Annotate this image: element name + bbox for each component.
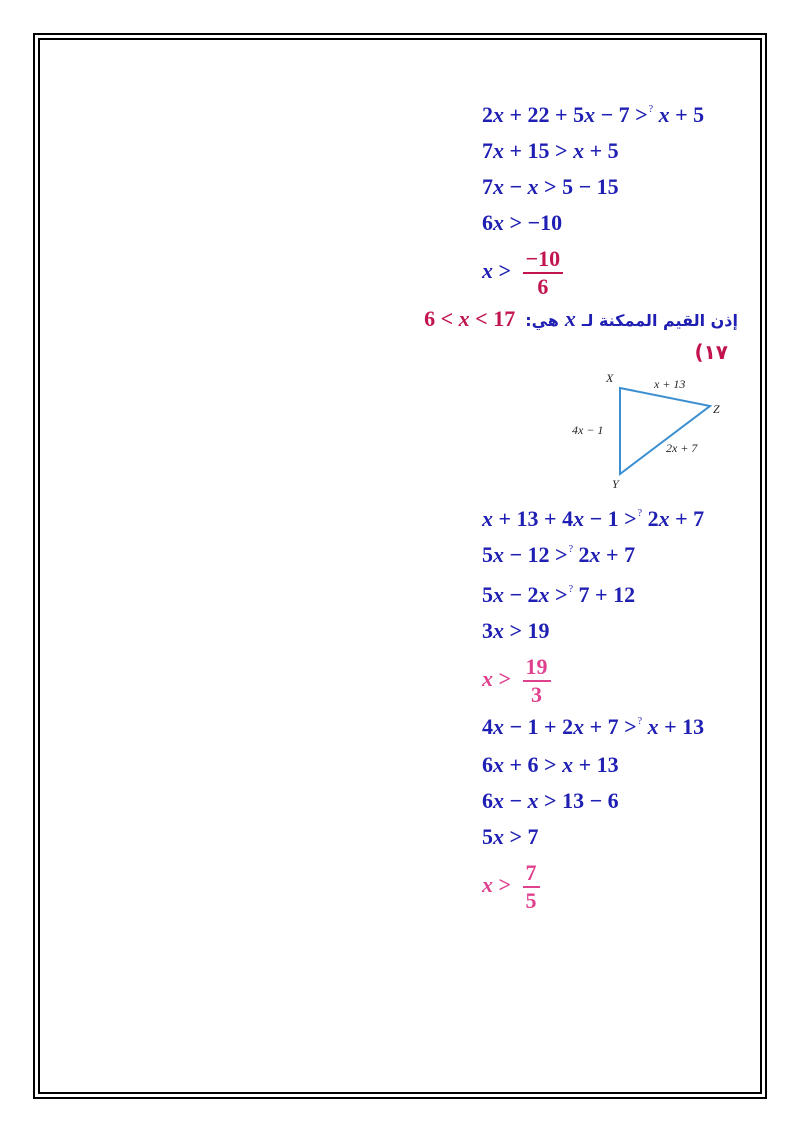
eq3-fraction: $\frac{7}{5}$ bbox=[523, 862, 540, 912]
eq3-line4: 5x > 7 bbox=[482, 824, 539, 849]
eq2-line3: 5x − 2x >? 7 + 12 bbox=[482, 582, 636, 607]
triangle-figure bbox=[568, 366, 738, 492]
side-yz-label: 2x + 7 bbox=[666, 441, 698, 455]
eq1-line1: 2x + 22 + 5x − 7 >? x + 5 bbox=[482, 102, 705, 127]
eq1-line4: 6x > −10 bbox=[482, 210, 563, 235]
eq2-line4: 3x > 19 bbox=[482, 618, 550, 643]
page-border-inner bbox=[38, 38, 762, 1094]
problem-number: (١٧ bbox=[694, 340, 728, 364]
eq3-result: x > $\frac{7}{5}$ bbox=[482, 862, 540, 912]
eq3-line3: 6x − x > 13 − 6 bbox=[482, 788, 619, 813]
eq1-line2: 7x + 15 > x + 5 bbox=[482, 138, 619, 163]
triangle-xyz bbox=[620, 388, 710, 474]
side-xz-label: x + 13 bbox=[654, 377, 686, 391]
eq2-line2: 5x − 12 >? 2x + 7 bbox=[482, 542, 636, 567]
eq3-line1: 4x − 1 + 2x + 7 >? x + 13 bbox=[482, 714, 705, 739]
eq3-line2: 6x + 6 > x + 13 bbox=[482, 752, 619, 777]
side-xy-label: 4x − 1 bbox=[572, 423, 604, 437]
conclusion-line: إذن القيم الممكنة لـxهي:6 < x < 17 bbox=[424, 306, 738, 331]
eq2-fraction: $\frac{19}{3}$ bbox=[523, 656, 551, 706]
vertex-x-label: X bbox=[606, 371, 614, 385]
eq1-line3: 7x − x > 5 − 15 bbox=[482, 174, 619, 199]
eq1-fraction: $\frac{-10}{6}$ bbox=[523, 248, 564, 298]
range-inequality: 6 < x < 17 bbox=[424, 306, 516, 331]
eq1-result: x > $\frac{-10}{6}$ bbox=[482, 248, 563, 298]
vertex-y-label: Y bbox=[612, 477, 619, 491]
vertex-z-label: Z bbox=[713, 402, 720, 416]
eq2-line1: x + 13 + 4x − 1 >? 2x + 7 bbox=[482, 506, 705, 531]
eq2-result: x > $\frac{19}{3}$ bbox=[482, 656, 551, 706]
